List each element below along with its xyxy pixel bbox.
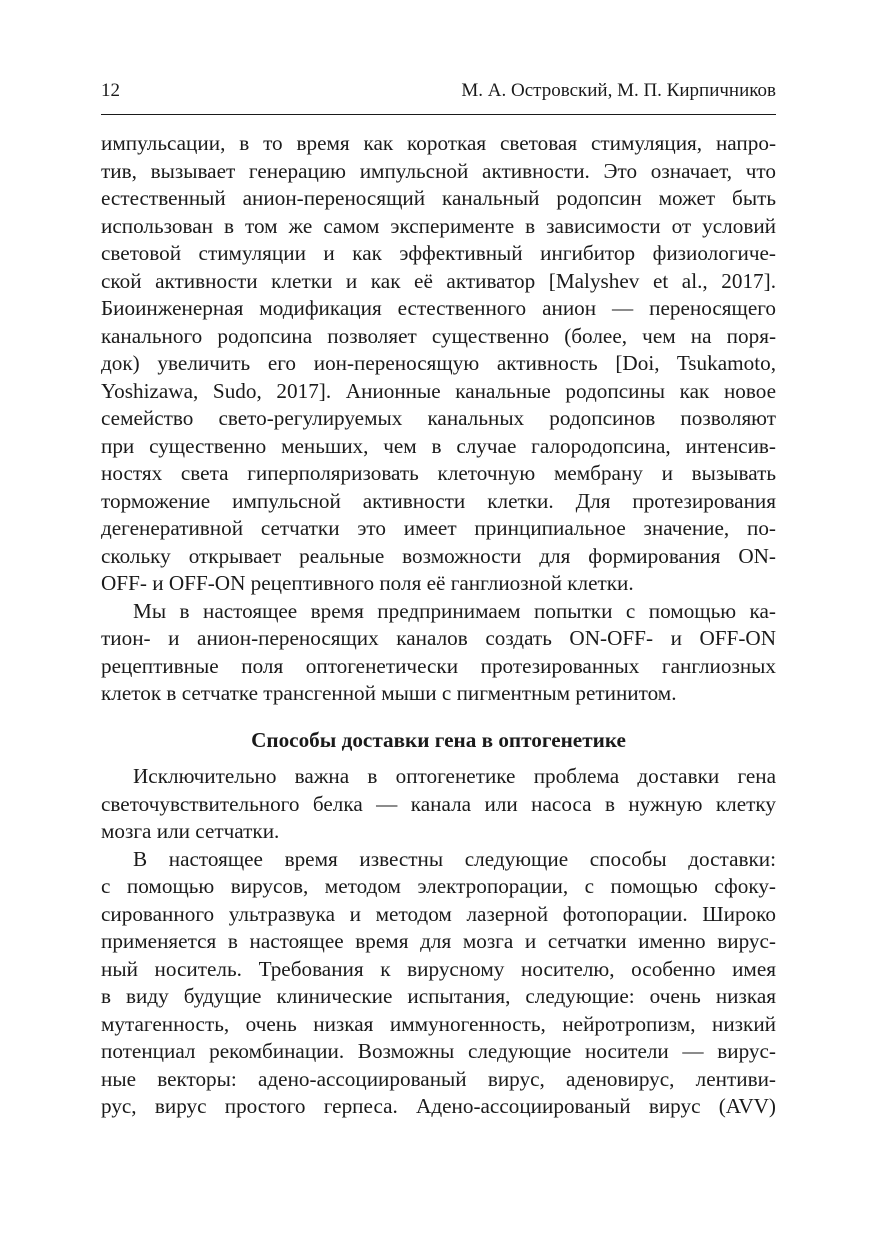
text-line: с помощью вирусов, методом электропорации, с помощью сфоку- [101, 874, 776, 898]
text-line: ской активности клетки и как её активатор [Malyshev et al., 2017]. [101, 268, 776, 293]
running-header-authors: М. А. Островский, М. П. Кирпичников [461, 80, 776, 101]
section-heading: Способы доставки гена в оптогенетике [251, 728, 626, 752]
text-line: тив, вызывает генерацию импульсной активности. Это означает, что [101, 158, 776, 183]
text-line: сированного ультразвука и методом лазерной фотопорации. Широко [101, 901, 776, 926]
text-line: применяется в настоящее время для мозга и сетчатки именно вирус- [101, 929, 776, 953]
text-line: мутагенность, очень низкая иммуногенность, нейротропизм, низкий [101, 1011, 776, 1036]
text-line: семейство свето-регулируемых канальных родопсинов позволяют [101, 406, 776, 430]
text-line: Yoshizawa, Sudo, 2017]. Анионные канальные родопсины как новое [101, 378, 776, 403]
text-line: канального родопсина позволяет существенно (более, чем на поря- [101, 323, 776, 348]
text-line: естественный анион-переносящий канальный родопсин может быть [101, 186, 776, 210]
text-line: Мы в настоящее время предпринимаем попытки с помощью ка- [133, 598, 776, 623]
running-header [101, 80, 776, 110]
text-line: ные векторы: адено-ассоциированый вирус, аденовирус, лентиви- [101, 1066, 776, 1091]
page-number: 12 [101, 80, 120, 101]
text-line: скольку открывает реальные возможности для формирования ON- [101, 543, 776, 568]
text-line: импульсации, в то время как короткая световая стимуляция, напро- [101, 131, 776, 155]
text-line: дегенеративной сетчатки это имеет принципиальное значение, по- [101, 516, 776, 540]
text-line: светочувствительного белка — канала или насоса в нужную клетку [101, 791, 776, 816]
text-line: использован в том же самом эксперименте в зависимости от условий [101, 213, 776, 238]
header-rule [101, 114, 776, 115]
text-line: док) увеличить его ион-переносящую активность [Doi, Tsukamoto, [101, 351, 776, 375]
text-line: мозга или сетчатки. [101, 819, 280, 843]
text-line: клеток в сетчатке трансгенной мыши с пигментным ретинитом. [101, 681, 677, 705]
text-line: рецептивные поля оптогенетически протезированных ганглиозных [101, 653, 776, 678]
text-line: торможение импульсной активности клетки. Для протезирования [101, 488, 776, 513]
text-line: тион- и анион-переносящих каналов создать ON-OFF- и OFF-ON [101, 626, 776, 650]
text-line: Исключительно важна в оптогенетике проблема доставки гена [133, 764, 776, 788]
text-line: в виду будущие клинические испытания, следующие: очень низкая [101, 984, 776, 1008]
text-line: ностях света гиперполяризовать клеточную мембрану и вызывать [101, 461, 776, 485]
text-line: потенциал рекомбинации. Возможны следующие носители — вирус- [101, 1039, 776, 1063]
text-line: Биоинженерная модификация естественного анион — переносящего [101, 296, 776, 320]
text-line: OFF- и OFF-ON рецептивного поля её ганглиозной клетки. [101, 571, 634, 595]
text-line: В настоящее время известны следующие способы доставки: [133, 846, 776, 871]
text-line: световой стимуляции и как эффективный ингибитор физиологиче- [101, 241, 776, 265]
text-line: при существенно меньших, чем в случае галородопсина, интенсив- [101, 433, 776, 458]
text-line: рус, вирус простого герпеса. Адено-ассоциированый вирус (AVV) [101, 1094, 776, 1118]
text-line: ный носитель. Требования к вирусному носителю, особенно имея [101, 956, 776, 981]
